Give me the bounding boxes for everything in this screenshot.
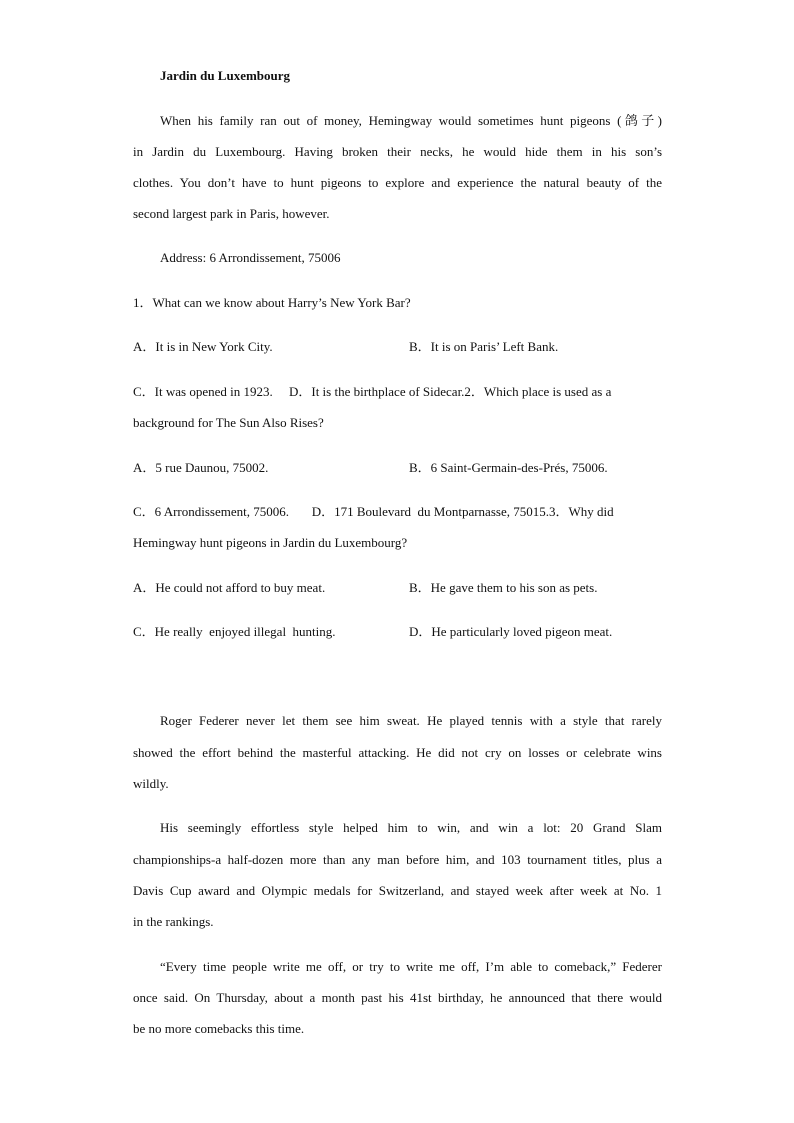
- paragraph-line: second largest park in Paris, however.: [133, 206, 330, 221]
- option-3d: D．He particularly loved pigeon meat.: [409, 624, 613, 639]
- option-2a: A．5 rue Daunou, 75002.: [133, 460, 269, 475]
- paragraph-line: championships-a half-dozen more than any man before him, and 103 tournament titles, plus a: [133, 852, 662, 867]
- address-line: Address: 6 Arrondissement, 75006: [160, 250, 341, 265]
- paragraph-line: be no more comebacks this time.: [133, 1021, 305, 1036]
- option-3a: A．He could not afford to buy meat.: [133, 580, 326, 595]
- option-2cd-question-3: C．6 Arrondissement, 75006. D．171 Boulevard du Montparnasse, 75015.3．Why did: [133, 504, 614, 519]
- paragraph-line: showed the effort behind the masterful attacking. He did not cry on losses or celebrate wins: [133, 745, 662, 760]
- paragraph-line: Davis Cup award and Olympic medals for Switzerland, and stayed week after week at No. 1: [133, 883, 662, 898]
- paragraph-line: When his family ran out of money, Hemingway would sometimes hunt pigeons (鸽子): [160, 113, 662, 128]
- paragraph-line: “Every time people write me off, or try to write me off, I’m able to comeback,” Federer: [160, 959, 662, 974]
- paragraph-line: wildly.: [133, 776, 169, 791]
- question-3-continued: Hemingway hunt pigeons in Jardin du Luxembourg?: [133, 535, 408, 550]
- option-1a: A．It is in New York City.: [133, 339, 273, 354]
- paragraph-line: in Jardin du Luxembourg. Having broken their necks, he would hide them in his son’s: [133, 144, 662, 159]
- paragraph-line: Roger Federer never let them see him sweat. He played tennis with a style that rarely: [160, 713, 662, 728]
- option-2b: B．6 Saint-Germain-des-Prés, 75006.: [409, 460, 608, 475]
- paragraph-line: clothes. You don’t have to hunt pigeons to explore and experience the natural beauty of the: [133, 175, 662, 190]
- option-1cd-question-2: C．It was opened in 1923. D．It is the birthplace of Sidecar.2．Which place is used as a: [133, 384, 612, 399]
- paragraph-line: His seemingly effortless style helped him to win, and win a lot: 20 Grand Slam: [160, 820, 662, 835]
- option-1b: B．It is on Paris’ Left Bank.: [409, 339, 559, 354]
- paragraph-line: once said. On Thursday, about a month past his 41st birthday, he announced that there would: [133, 990, 662, 1005]
- option-3b: B．He gave them to his son as pets.: [409, 580, 598, 595]
- option-3c: C．He really enjoyed illegal hunting.: [133, 624, 336, 639]
- section-title: Jardin du Luxembourg: [160, 68, 291, 83]
- paragraph-line: in the rankings.: [133, 914, 214, 929]
- question-2-continued: background for The Sun Also Rises?: [133, 415, 324, 430]
- question-1: 1．What can we know about Harry’s New York Bar?: [133, 295, 411, 310]
